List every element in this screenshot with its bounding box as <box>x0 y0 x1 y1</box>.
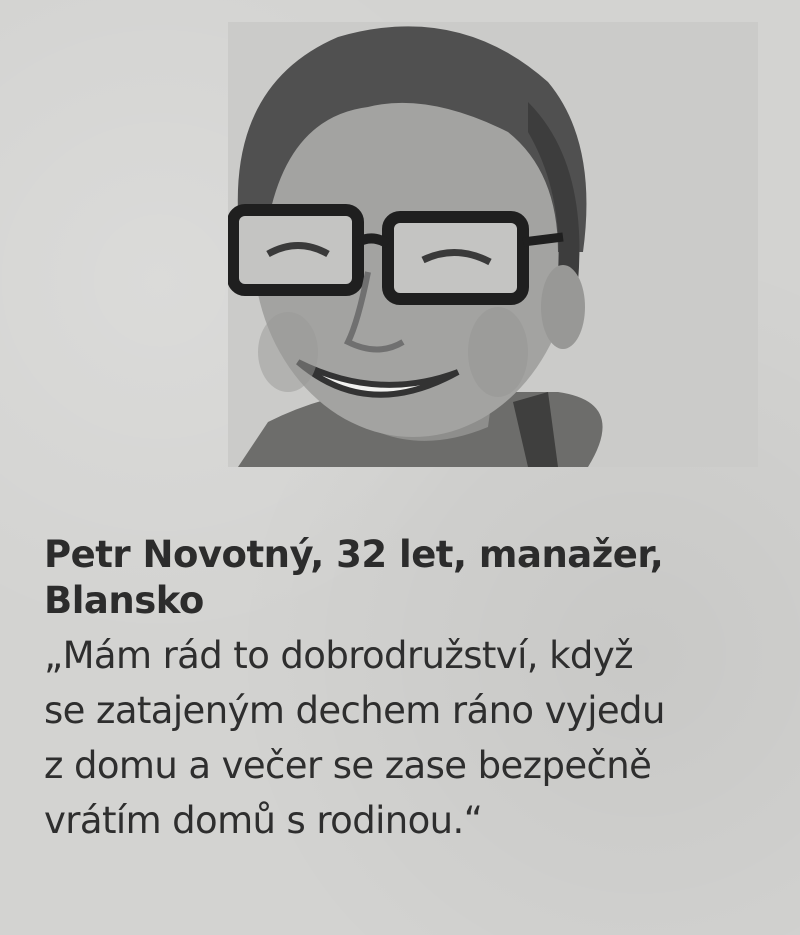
quote-line: „Mám rád to dobrodružství, když <box>44 634 633 677</box>
quote-text <box>44 628 774 848</box>
quote-line: se zatajeným dechem ráno vyjedu <box>44 689 665 732</box>
person-name-line-1: Petr Novotný, 32 let, manažer, <box>44 533 664 576</box>
person-name-line-2: Blansko <box>44 579 204 622</box>
caption-block <box>44 532 774 848</box>
quote-line: vrátím domů s rodinou.“ <box>44 799 483 842</box>
portrait-illustration <box>228 22 758 467</box>
quote-line: z domu a večer se zase bezpečně <box>44 744 652 787</box>
portrait-photo <box>228 22 758 467</box>
